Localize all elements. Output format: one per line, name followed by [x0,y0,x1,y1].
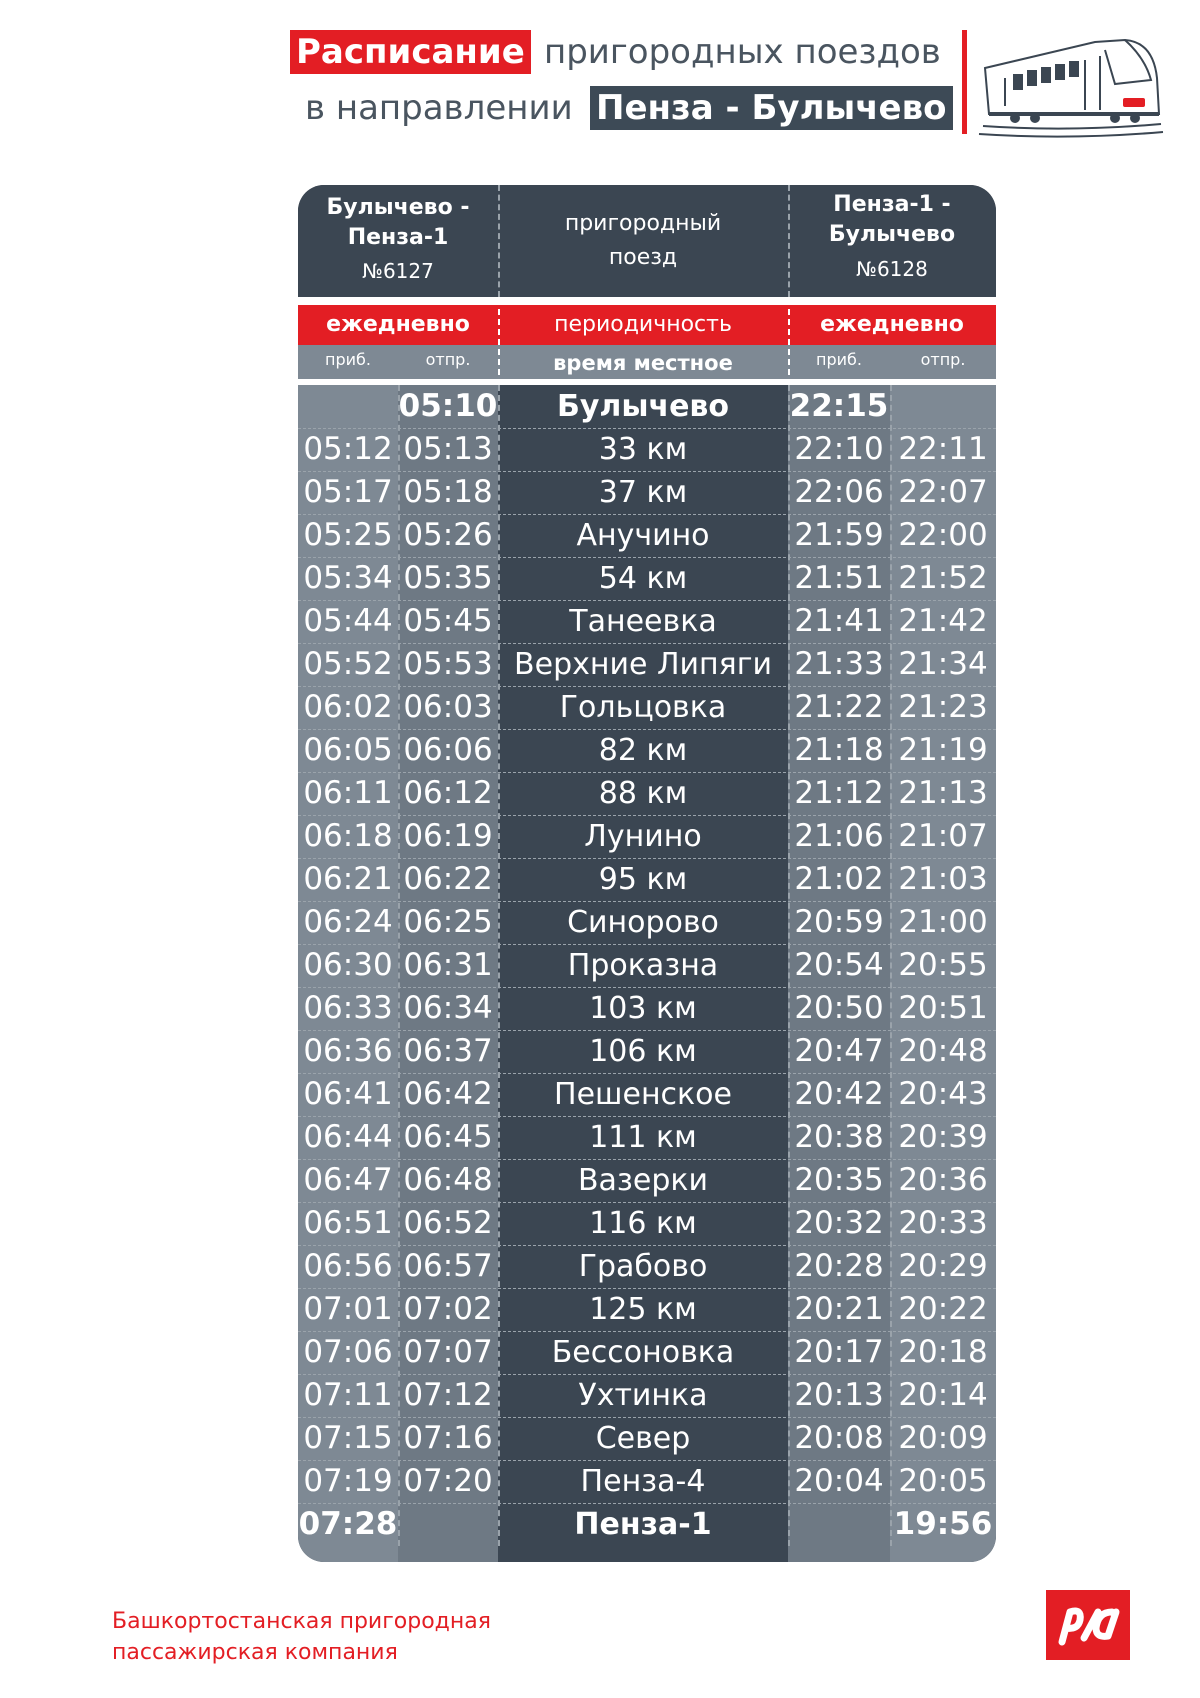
time-cell: 05:45 [403,603,493,639]
time-cell: 21:02 [794,861,884,897]
station-name: 111 км [589,1120,697,1155]
time-cell: 06:22 [403,861,493,897]
station-name: 33 км [598,432,688,467]
dep-label-right: отпр. [920,350,966,369]
time-cell [298,385,398,428]
time-cell: 21:13 [898,775,988,811]
station-name: 37 км [598,475,688,510]
time-cell: 07:15 [303,1420,393,1456]
time-cell: 21:41 [794,603,884,639]
title-block [0,0,1200,150]
time-cell: 21:34 [898,646,988,682]
time-cell: 20:33 [898,1205,988,1241]
time-cell: 20:13 [794,1377,884,1413]
time-cell: 05:12 [303,431,393,467]
time-cell: 22:11 [898,431,988,467]
title-line1: пригородных поездов [544,32,941,72]
time-cell: 06:19 [403,818,493,854]
station-name: Проказна [567,948,719,983]
time-cell: 06:34 [403,990,493,1026]
time-cell: 07:20 [403,1463,493,1499]
time-cell: 21:07 [898,818,988,854]
time-cell: 20:50 [794,990,884,1026]
time-cell: 21:19 [898,732,988,768]
time-cell: 20:28 [794,1248,884,1284]
time-cell: 20:29 [898,1248,988,1284]
station-name: Анучино [576,518,710,553]
time-cell: 07:06 [303,1334,393,1370]
time-cell: 07:11 [303,1377,393,1413]
time-cell: 20:14 [898,1377,988,1413]
right-route: Пенза-1 - Булычево [828,192,956,247]
time-cell: 06:06 [403,732,493,768]
time-cell: 05:18 [403,474,493,510]
dep-label-left: отпр. [425,350,471,369]
time-cell: 20:39 [898,1119,988,1155]
station-name: 125 км [589,1292,697,1327]
time-cell: 06:05 [303,732,393,768]
time-cell: 06:52 [403,1205,493,1241]
station-name: Вазерки [577,1163,709,1198]
time-cell: 22:10 [794,431,884,467]
company-name: Башкортостанская пригородная пассажирская компания [112,1609,491,1665]
time-cell: 06:24 [303,904,393,940]
right-periodicity: ежедневно [820,312,964,337]
time-cell: 21:18 [794,732,884,768]
station-name: Пенза-4 [580,1464,706,1499]
column-divider [890,385,892,1546]
time-cell: 20:35 [794,1162,884,1198]
time-cell: 06:42 [403,1076,493,1112]
station-name: Бессоновка [551,1335,735,1370]
station-name: 82 км [598,733,688,768]
time-cell: 06:44 [303,1119,393,1155]
station-name: 106 км [589,1034,697,1069]
time-cell: 07:19 [303,1463,393,1499]
time-cell: 06:18 [303,818,393,854]
periodicity-label: периодичность [554,312,732,337]
time-cell [398,1503,498,1546]
time-cell: 06:12 [403,775,493,811]
station-name: 103 км [589,991,697,1026]
time-cell: 06:36 [303,1033,393,1069]
time-cell: 22:07 [898,474,988,510]
time-cell: 22:06 [794,474,884,510]
time-cell: 06:45 [403,1119,493,1155]
time-cell: 06:21 [303,861,393,897]
time-cell: 06:37 [403,1033,493,1069]
station-name: Ухтинка [578,1378,708,1413]
time-cell: 05:35 [403,560,493,596]
time-cell: 06:03 [403,689,493,725]
left-train-number: №6127 [362,259,434,283]
time-cell: 06:48 [403,1162,493,1198]
timetable [298,185,996,1562]
time-cell: 21:42 [898,603,988,639]
title-line2: в направлении [305,88,573,128]
station-name: Верхние Липяги [514,647,772,682]
time-cell: 06:25 [403,904,493,940]
time-cell: 06:31 [403,947,493,983]
time-cell: 05:10 [398,388,498,424]
time-cell: 20:22 [898,1291,988,1327]
time-cell: 05:25 [303,517,393,553]
time-cell: 20:32 [794,1205,884,1241]
time-cell: 21:00 [898,904,988,940]
column-divider [498,385,500,1546]
time-cell: 20:55 [898,947,988,983]
station-name: Грабово [578,1249,708,1284]
time-cell: 22:15 [789,388,889,424]
time-cell: 07:16 [403,1420,493,1456]
station-name: 88 км [598,776,688,811]
time-cell: 06:57 [403,1248,493,1284]
time-cell: 06:33 [303,990,393,1026]
time-cell: 20:48 [898,1033,988,1069]
time-cell: 05:13 [403,431,493,467]
time-cell: 06:02 [303,689,393,725]
station-name: 116 км [589,1206,697,1241]
time-cell: 05:26 [403,517,493,553]
time-cell: 05:52 [303,646,393,682]
time-cell: 20:08 [794,1420,884,1456]
station-name: Синорово [567,905,719,940]
column-divider [398,385,400,1546]
time-cell: 20:51 [898,990,988,1026]
time-cell: 21:23 [898,689,988,725]
rzd-logo [1046,1590,1130,1660]
left-periodicity: ежедневно [326,312,470,337]
time-cell: 21:51 [794,560,884,596]
station-name: Лунино [584,819,702,854]
station-name: Танеевка [569,604,717,639]
time-cell: 19:56 [893,1506,993,1542]
time-cell: 20:05 [898,1463,988,1499]
station-name: Пенза-1 [574,1507,712,1542]
arr-label-left: приб. [325,350,371,369]
time-cell: 20:43 [898,1076,988,1112]
time-cell [890,385,996,428]
time-cell: 20:36 [898,1162,988,1198]
time-cell: 21:12 [794,775,884,811]
route-highlight: Пенза - Булычево [590,86,953,130]
time-cell [788,1503,890,1546]
station-name: Север [595,1421,691,1456]
time-cell: 05:53 [403,646,493,682]
train-icon [975,28,1165,140]
time-cell: 20:54 [794,947,884,983]
left-route: Булычево - Пенза-1 [326,195,470,250]
time-cell: 21:06 [794,818,884,854]
time-cell: 06:11 [303,775,393,811]
title-highlight: Расписание [290,30,531,74]
arr-label-right: приб. [816,350,862,369]
time-cell: 05:17 [303,474,393,510]
time-cell: 20:17 [794,1334,884,1370]
station-name: Пешенское [554,1077,732,1112]
time-cell: 20:47 [794,1033,884,1069]
time-cell: 07:12 [403,1377,493,1413]
column-divider [788,385,790,1546]
time-cell: 20:21 [794,1291,884,1327]
time-cell: 07:07 [403,1334,493,1370]
title-divider [962,30,967,134]
time-cell: 20:59 [794,904,884,940]
time-cell: 06:56 [303,1248,393,1284]
time-cell: 20:04 [794,1463,884,1499]
time-cell: 06:47 [303,1162,393,1198]
local-time-label: время местное [553,351,733,375]
time-cell: 20:38 [794,1119,884,1155]
time-cell: 06:30 [303,947,393,983]
station-name: 95 км [598,862,688,897]
time-cell: 21:22 [794,689,884,725]
right-train-number: №6128 [856,257,928,281]
time-cell: 21:33 [794,646,884,682]
time-cell: 06:41 [303,1076,393,1112]
time-cell: 21:59 [794,517,884,553]
time-cell: 20:18 [898,1334,988,1370]
time-cell: 07:28 [298,1506,398,1542]
time-cell: 20:42 [794,1076,884,1112]
station-name: Гольцовка [559,690,727,725]
station-name: Булычево [556,389,730,424]
center-label: пригородный поезд [564,211,722,270]
time-cell: 07:01 [303,1291,393,1327]
time-cell: 07:02 [403,1291,493,1327]
time-cell: 05:44 [303,603,393,639]
time-cell: 21:52 [898,560,988,596]
time-cell: 22:00 [898,517,988,553]
time-cell: 06:51 [303,1205,393,1241]
time-cell: 05:34 [303,560,393,596]
time-cell: 20:09 [898,1420,988,1456]
time-cell: 21:03 [898,861,988,897]
station-name: 54 км [598,561,688,596]
